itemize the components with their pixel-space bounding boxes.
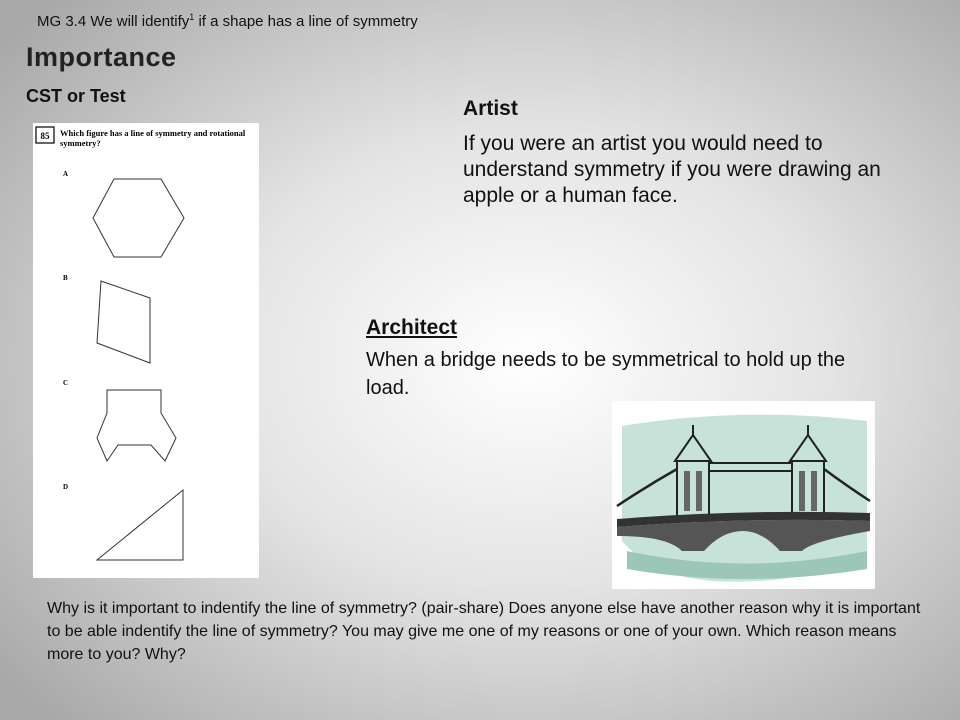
cst-label: CST or Test — [26, 86, 126, 106]
question-text-container — [60, 128, 256, 158]
discussion-question: Why is it important to indentify the line of symmetry? (pair-share) Does anyone else have another reason why it is important to be able indentify the line of symmetry? You may give me one of my reasons or one of your own. Which reason means more to you? Why? — [47, 600, 921, 663]
cst-test-item-image — [33, 123, 259, 578]
option-c-shape — [97, 390, 176, 461]
tower-bridge-illustration — [612, 401, 875, 589]
option-c-label: C — [63, 379, 69, 387]
architect-body: When a bridge needs to be symmetrical to hold up the load. — [366, 349, 846, 399]
option-b-parallelogram — [97, 281, 150, 363]
slide-objective — [37, 12, 418, 30]
artist-body: If you were an artist you would need to understand symmetry if you were drawing an apple or a human face. — [463, 132, 881, 207]
question-number: 85 — [40, 131, 50, 141]
option-b-label: B — [63, 274, 68, 282]
objective-text-end: if a shape has a line of symmetry — [194, 13, 418, 30]
test-item-figure — [33, 123, 259, 578]
objective-text-start: MG 3.4 We will identify — [37, 13, 190, 30]
left-tower-window — [684, 471, 690, 511]
left-tower-window — [696, 471, 702, 511]
option-d-label: D — [63, 483, 69, 491]
right-tower-window — [799, 471, 805, 511]
slide-heading: Importance — [26, 42, 177, 72]
option-d-triangle — [97, 490, 183, 560]
architect-title: Architect — [366, 316, 458, 339]
artist-title: Artist — [463, 97, 518, 120]
bridge-clipart — [612, 401, 875, 589]
sky-background — [622, 415, 867, 582]
objective-superscript: 1 — [189, 12, 195, 22]
question-text: Which figure has a line of symmetry and rotational symmetry? — [60, 128, 246, 148]
option-a-hexagon — [93, 179, 184, 257]
right-tower-window — [811, 471, 817, 511]
option-a-label: A — [63, 170, 69, 178]
